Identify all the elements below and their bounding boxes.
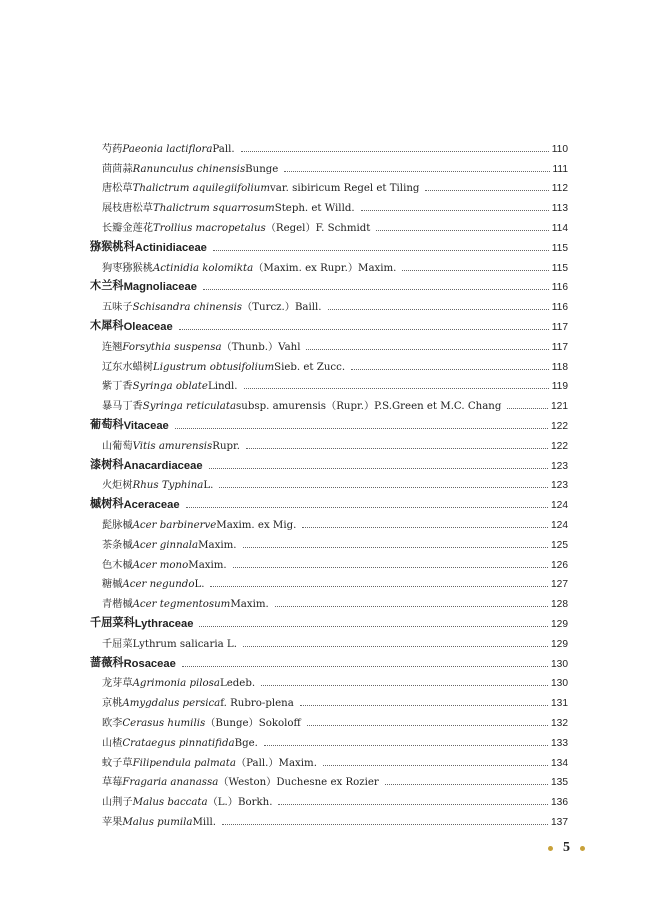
entry-scientific-name: Thalictrum aquilegiifolium [132, 183, 271, 195]
entry-page-number: 122 [551, 420, 568, 432]
toc-species-entry [90, 511, 568, 531]
dot-leader [209, 468, 548, 469]
toc-species-entry [90, 551, 568, 571]
dot-leader [425, 190, 548, 191]
entry-page-number: 116 [551, 282, 568, 294]
entry-scientific-name: Actinidiaceae [134, 241, 207, 254]
entry-authority: Bge. [234, 737, 258, 749]
entry-authority: Maxim. [188, 559, 227, 571]
entry-scientific-name: Aceraceae [123, 499, 180, 512]
entry-authority: （Pall.）Maxim. [235, 757, 317, 769]
dot-leader [244, 388, 549, 389]
entry-scientific-name: Acer negundo [122, 579, 195, 591]
toc-species-entry [90, 194, 568, 214]
entry-page-number: 114 [551, 222, 568, 234]
entry-authority: var. sibiricum Regel et Tiling [270, 183, 420, 195]
dot-leader [203, 289, 549, 290]
entry-page-number: 119 [551, 381, 568, 393]
toc-species-entry [90, 392, 568, 412]
entry-authority: （Turcz.）Baill. [242, 302, 322, 314]
toc-species-entry [90, 175, 568, 195]
entry-chinese-name: 火炬树 [102, 480, 133, 492]
entry-scientific-name: Syringa oblate [132, 381, 208, 393]
dot-leader [351, 369, 549, 370]
dot-leader [213, 250, 549, 251]
decorative-dot-right [580, 846, 585, 851]
entry-authority: Maxim. ex Mig. [216, 519, 297, 531]
entry-page-number: 131 [551, 698, 568, 710]
dot-leader [246, 448, 548, 449]
dot-leader [278, 804, 548, 805]
toc-species-entry [90, 254, 568, 274]
entry-chinese-name: 木犀科 [90, 319, 124, 332]
entry-authority: Bunge [245, 163, 279, 175]
toc-family-entry [90, 313, 568, 333]
toc-species-entry [90, 155, 568, 175]
entry-scientific-name: Ranunculus chinensis [132, 163, 246, 175]
entry-chinese-name: 龙芽草 [102, 678, 133, 690]
dot-leader [328, 309, 549, 310]
dot-leader [385, 784, 548, 785]
entry-scientific-name: Paeonia lactiflora [122, 143, 213, 155]
page-number: 5 [563, 840, 570, 855]
entry-scientific-name: Acer tegmentosum [132, 599, 231, 611]
toc-family-entry [90, 274, 568, 294]
dot-leader [210, 586, 548, 587]
entry-page-number: 136 [551, 797, 568, 809]
toc-family-entry [90, 650, 568, 670]
entry-scientific-name: Schisandra chinensis [132, 302, 243, 314]
entry-scientific-name: Acer ginnala [132, 539, 199, 551]
entry-chinese-name: 狗枣猕猴桃 [102, 262, 153, 274]
entry-authority: Steph. et Willd. [274, 203, 355, 215]
dot-leader [175, 428, 548, 429]
entry-scientific-name: Ligustrum obtusifolium [152, 361, 275, 373]
entry-page-number: 115 [551, 242, 568, 254]
toc-family-entry [90, 452, 568, 472]
toc-family-entry [90, 234, 568, 254]
entry-chinese-name: 芍药 [102, 143, 123, 155]
entry-scientific-name: Malus baccata [132, 797, 208, 809]
decorative-dot-left [548, 846, 553, 851]
toc-family-entry [90, 491, 568, 511]
entry-scientific-name: Acer mono [132, 559, 189, 571]
dot-leader [179, 329, 549, 330]
entry-scientific-name: Cerasus humilis [122, 717, 206, 729]
toc-species-entry [90, 769, 568, 789]
entry-scientific-name: Trollius macropetalus [152, 222, 266, 234]
dot-leader [306, 349, 548, 350]
entry-chinese-name: 辽东水蜡树 [102, 361, 153, 373]
entry-chinese-name: 千屈菜 [102, 638, 133, 650]
dot-leader [507, 408, 548, 409]
toc-species-entry [90, 293, 568, 313]
entry-chinese-name: 长瓣金莲花 [102, 222, 153, 234]
dot-leader [300, 705, 548, 706]
entry-page-number: 135 [551, 777, 568, 789]
toc-species-entry [90, 472, 568, 492]
toc-species-entry [90, 214, 568, 234]
toc-species-entry [90, 689, 568, 709]
entry-scientific-name: Vitaceae [123, 419, 169, 432]
dot-leader [261, 685, 548, 686]
entry-scientific-name: Lythraceae [134, 617, 194, 630]
entry-authority: subsp. amurensis（Rupr.）P.S.Green et M.C. Chang [236, 401, 502, 413]
entry-page-number: 121 [551, 401, 568, 413]
entry-authority: （L.）Borkh. [207, 797, 273, 809]
entry-page-number: 112 [551, 183, 568, 195]
dot-leader [186, 507, 548, 508]
toc-species-entry [90, 808, 568, 828]
entry-authority: Maxim. [198, 539, 237, 551]
entry-chinese-name: 槭树科 [90, 498, 124, 511]
toc-species-entry [90, 333, 568, 353]
dot-leader [241, 151, 549, 152]
dot-leader [222, 824, 548, 825]
entry-chinese-name: 山葡萄 [102, 440, 133, 452]
entry-chinese-name: 展枝唐松草 [102, 203, 153, 215]
dot-leader [182, 666, 548, 667]
entry-page-number: 128 [551, 599, 568, 611]
entry-page-number: 124 [551, 519, 568, 531]
dot-leader [243, 547, 549, 548]
entry-chinese-name: 蚊子草 [102, 757, 133, 769]
entry-authority: Rupr. [212, 440, 241, 452]
entry-scientific-name: Fragaria ananassa [122, 777, 219, 789]
entry-page-number: 137 [551, 816, 568, 828]
entry-chinese-name: 紫丁香 [102, 381, 133, 393]
entry-scientific-name: Malus pumila [122, 816, 193, 828]
entry-scientific-name: Thalictrum squarrosum [152, 203, 275, 215]
entry-page-number: 130 [551, 678, 568, 690]
entry-page-number: 132 [551, 717, 568, 729]
entry-chinese-name: 茴茴蒜 [102, 163, 133, 175]
entry-scientific-name: Filipendula palmata [132, 757, 236, 769]
entry-page-number: 127 [551, 579, 568, 591]
entry-authority: Lindl. [207, 381, 238, 393]
entry-scientific-name: Acer barbinerve [132, 519, 217, 531]
entry-chinese-name: 茶条槭 [102, 539, 133, 551]
entry-page-number: 129 [551, 618, 568, 630]
entry-chinese-name: 连翘 [102, 341, 123, 353]
dot-leader [275, 606, 548, 607]
toc-species-entry [90, 709, 568, 729]
dot-leader [284, 171, 549, 172]
toc-species-entry [90, 590, 568, 610]
entry-scientific-name: Rhus Typhina [132, 480, 204, 492]
toc-family-entry [90, 610, 568, 630]
entry-page-number: 125 [551, 539, 568, 551]
toc-species-entry [90, 531, 568, 551]
entry-authority: f. Rubro-plena [220, 698, 294, 710]
toc-species-entry [90, 373, 568, 393]
entry-page-number: 117 [551, 341, 568, 353]
dot-leader [199, 626, 548, 627]
toc-species-entry [90, 670, 568, 690]
entry-chinese-name: 山荆子 [102, 797, 133, 809]
entry-authority: L. [194, 579, 205, 591]
entry-scientific-name: Lythrum salicaria L. [132, 638, 237, 650]
entry-chinese-name: 五味子 [102, 302, 133, 314]
entry-page-number: 123 [551, 480, 568, 492]
entry-chinese-name: 暴马丁香 [102, 401, 143, 413]
dot-leader [323, 765, 548, 766]
entry-page-number: 133 [551, 737, 568, 749]
entry-scientific-name: Oleaceae [123, 320, 173, 333]
entry-scientific-name: Anacardiaceae [123, 459, 203, 472]
entry-scientific-name: Syringa reticulata [142, 401, 237, 413]
entry-scientific-name: Crataegus pinnatifida [122, 737, 235, 749]
entry-chinese-name: 漆树科 [90, 458, 124, 471]
entry-page-number: 116 [551, 302, 568, 314]
entry-page-number: 113 [551, 203, 568, 215]
entry-chinese-name: 葡萄科 [90, 418, 124, 431]
entry-authority: （Weston）Duchesne ex Rozier [218, 777, 379, 789]
entry-scientific-name: Magnoliaceae [123, 281, 197, 294]
entry-chinese-name: 苹果 [102, 816, 123, 828]
entry-authority: Ledeb. [219, 678, 256, 690]
entry-page-number: 117 [551, 321, 568, 333]
entry-page-number: 115 [551, 262, 568, 274]
entry-scientific-name: Actinidia kolomikta [152, 262, 254, 274]
entry-chinese-name: 千屈菜科 [90, 616, 135, 629]
entry-chinese-name: 糖槭 [102, 579, 123, 591]
toc-species-entry [90, 353, 568, 373]
entry-page-number: 124 [551, 500, 568, 512]
table-of-contents [90, 135, 568, 828]
entry-authority: Pall. [212, 143, 235, 155]
entry-page-number: 123 [551, 460, 568, 472]
entry-authority: Maxim. [230, 599, 269, 611]
entry-scientific-name: Vitis amurensis [132, 440, 213, 452]
entry-authority: （Thunb.）Vahl [221, 341, 301, 353]
toc-species-entry [90, 729, 568, 749]
toc-species-entry [90, 630, 568, 650]
entry-authority: Mill. [192, 816, 216, 828]
entry-page-number: 129 [551, 638, 568, 650]
entry-scientific-name: Amygdalus persica [122, 698, 221, 710]
toc-family-entry [90, 412, 568, 432]
dot-leader [376, 230, 548, 231]
entry-scientific-name: Rosaceae [123, 657, 176, 670]
toc-species-entry [90, 432, 568, 452]
entry-chinese-name: 木兰科 [90, 280, 124, 293]
entry-page-number: 111 [552, 163, 568, 175]
entry-scientific-name: Agrimonia pilosa [132, 678, 220, 690]
entry-chinese-name: 欧李 [102, 717, 123, 729]
page-footer [548, 840, 585, 856]
entry-chinese-name: 髭脉槭 [102, 519, 133, 531]
toc-species-entry [90, 749, 568, 769]
dot-leader [233, 567, 548, 568]
entry-page-number: 126 [551, 559, 568, 571]
entry-chinese-name: 京桃 [102, 698, 123, 710]
entry-authority: （Regel）F. Schmidt [265, 222, 371, 234]
entry-chinese-name: 草莓 [102, 777, 123, 789]
entry-page-number: 134 [551, 757, 568, 769]
entry-authority: （Maxim. ex Rupr.）Maxim. [253, 262, 397, 274]
dot-leader [302, 527, 548, 528]
entry-page-number: 110 [551, 143, 568, 155]
toc-species-entry [90, 571, 568, 591]
dot-leader [307, 725, 548, 726]
entry-chinese-name: 青楷槭 [102, 599, 133, 611]
entry-chinese-name: 山楂 [102, 737, 123, 749]
entry-authority: L. [203, 480, 214, 492]
entry-chinese-name: 唐松草 [102, 183, 133, 195]
toc-species-entry [90, 788, 568, 808]
dot-leader [264, 745, 548, 746]
dot-leader [402, 270, 548, 271]
entry-scientific-name: Forsythia suspensa [122, 341, 222, 353]
toc-species-entry [90, 135, 568, 155]
dot-leader [219, 487, 548, 488]
dot-leader [361, 210, 549, 211]
dot-leader [243, 646, 548, 647]
entry-chinese-name: 色木槭 [102, 559, 133, 571]
entry-authority: （Bunge）Sokoloff [205, 717, 301, 729]
entry-page-number: 122 [551, 440, 568, 452]
entry-page-number: 118 [551, 361, 568, 373]
entry-chinese-name: 猕猴桃科 [90, 240, 135, 253]
entry-authority: Sieb. et Zucc. [274, 361, 346, 373]
entry-chinese-name: 蔷薇科 [90, 656, 124, 669]
entry-page-number: 130 [551, 658, 568, 670]
